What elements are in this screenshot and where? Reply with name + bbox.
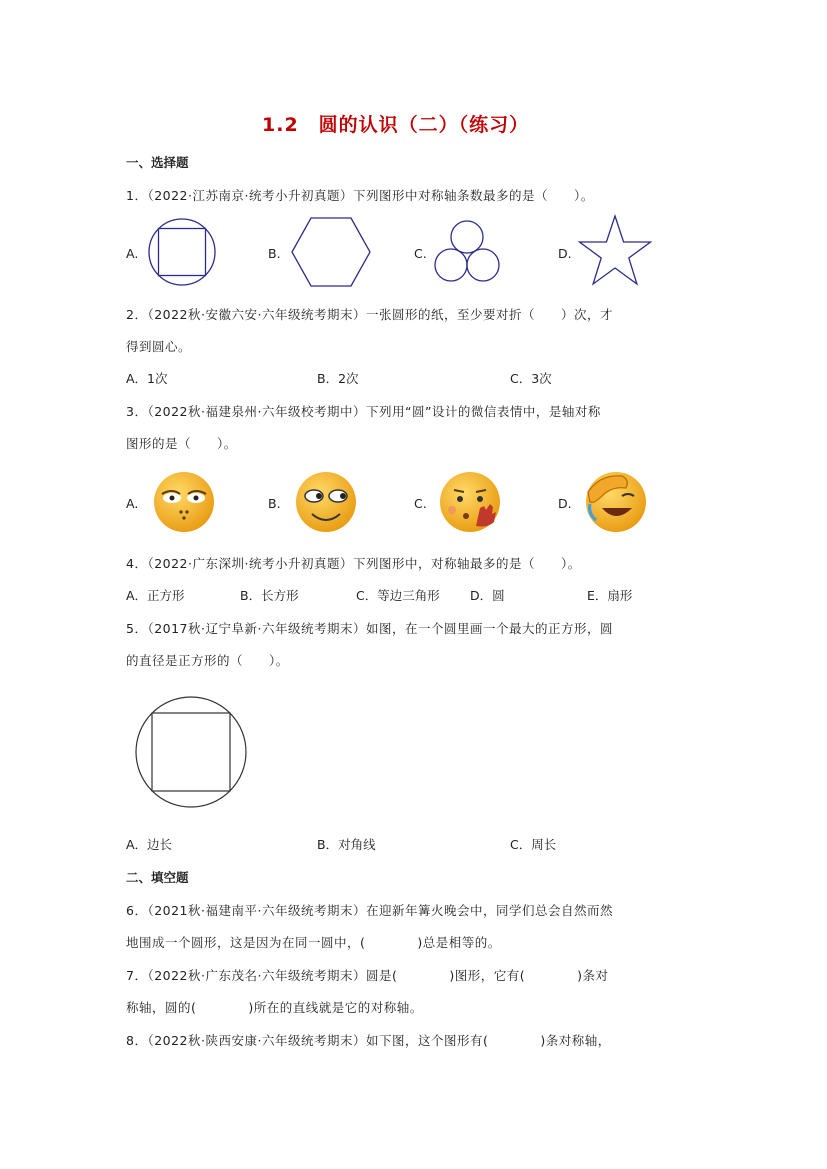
q3-emoji-c-shy-icon: [438, 470, 502, 534]
q3-emoji-d-facepalm-laugh-icon: [582, 468, 648, 534]
q1-option-a-label: A.: [126, 246, 139, 261]
question-6-line-1: 6．（2021秋·福建南平·六年级统考期末）在迎新年篝火晚会中，同学们总会自然而然: [126, 903, 613, 918]
question-3-line-2: 图形的是（ ）。: [126, 436, 237, 451]
question-5-line-2: 的直径是正方形的（ ）。: [126, 653, 289, 668]
q4-option-b: B．长方形: [240, 588, 299, 603]
q3-emoji-a-smirk-icon: [152, 470, 216, 534]
question-1-text: 1．（2022·江苏南京·统考小升初真题）下列图形中对称轴条数最多的是（ ）。: [126, 188, 594, 203]
question-6-line-2: 地围成一个圆形，这是因为在同一圆中，( )总是相等的。: [126, 935, 501, 950]
question-4-text: 4．（2022·广东深圳·统考小升初真题）下列图形中，对称轴最多的是（ ）。: [126, 556, 581, 571]
q1-option-d-label: D.: [558, 246, 572, 261]
q4-option-c: C．等边三角形: [356, 588, 440, 603]
question-3-line-1: 3．（2022秋·福建泉州·六年级校考期中）下列用“圆”设计的微信表情中，是轴对称: [126, 404, 601, 419]
q2-option-a: A．1次: [126, 371, 168, 386]
q3-option-a-label: A.: [126, 496, 139, 511]
q1-figure-hexagon: [290, 216, 372, 288]
q5-figure-square-in-circle: [133, 694, 249, 810]
q3-option-b-label: B.: [268, 496, 281, 511]
q1-figure-three-circles: [432, 218, 502, 286]
q4-option-d: D．圆: [470, 588, 505, 603]
q3-option-d-label: D.: [558, 496, 572, 511]
q1-option-b-label: B.: [268, 246, 281, 261]
question-7-line-1: 7．（2022秋·广东茂名·六年级统考期末）圆是( )图形，它有( )条对: [126, 968, 609, 983]
q2-option-b: B．2次: [317, 371, 359, 386]
q1-figure-circle-with-square: [146, 216, 218, 288]
question-8-line-1: 8．（2022秋·陕西安康·六年级统考期末）如下图，这个图形有( )条对称轴，: [126, 1033, 611, 1048]
question-2-line-2: 得到圆心。: [126, 339, 192, 354]
question-2-line-1: 2．（2022秋·安徽六安·六年级统考期末）一张圆形的纸，至少要对折（ ）次，才: [126, 307, 613, 322]
q3-option-c-label: C.: [414, 496, 427, 511]
q4-option-e: E．扇形: [587, 588, 633, 603]
section-heading-choice: 一、选择题: [126, 155, 189, 170]
q3-emoji-b-side-eye-icon: [294, 470, 358, 534]
q1-figure-star: [578, 214, 652, 286]
section-heading-fill-blank: 二、填空题: [126, 870, 189, 885]
q5-option-a: A．边长: [126, 837, 173, 852]
q1-option-c-label: C.: [414, 246, 427, 261]
q4-option-a: A．正方形: [126, 588, 185, 603]
q5-option-c: C．周长: [510, 837, 557, 852]
q2-option-c: C．3次: [510, 371, 552, 386]
question-5-line-1: 5．（2017秋·辽宁阜新·六年级统考期末）如图，在一个圆里画一个最大的正方形，圆: [126, 621, 613, 636]
question-7-line-2: 称轴，圆的( )所在的直线就是它的对称轴。: [126, 1000, 423, 1015]
q5-option-b: B．对角线: [317, 837, 376, 852]
page-title: 1.2 圆的认识（二）（练习）: [262, 114, 530, 136]
